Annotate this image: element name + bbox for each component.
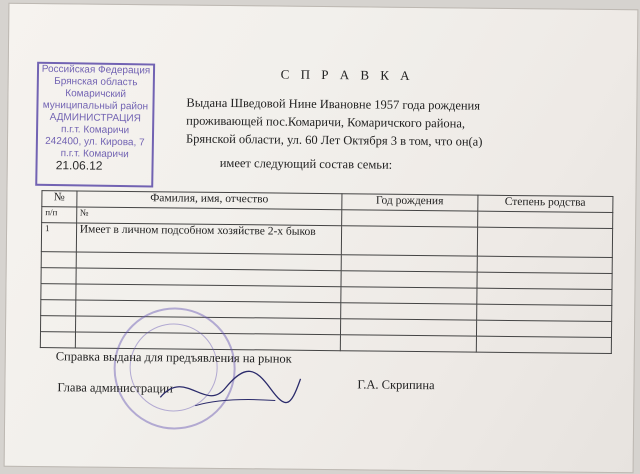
family-table bbox=[40, 190, 614, 354]
header-year: Год рождения bbox=[342, 194, 478, 211]
row-number: 1 bbox=[41, 223, 76, 252]
table-cell bbox=[342, 210, 478, 227]
document-page bbox=[4, 3, 639, 474]
header-no-label: № bbox=[53, 191, 65, 204]
body-line: проживающей пос.Комаричи, Комаричского района, bbox=[186, 113, 466, 131]
signature bbox=[155, 357, 306, 419]
head-title: Глава администрации bbox=[57, 380, 173, 396]
header-name: Фамилия, имя, отчество bbox=[76, 191, 341, 210]
stamp-line: Брянская область bbox=[54, 75, 138, 89]
table-cell bbox=[477, 211, 613, 228]
stamp-line: АДМИНИСТРАЦИЯ bbox=[49, 111, 141, 125]
stamp-line: 242400, ул. Кирова, 7 bbox=[45, 135, 145, 149]
body-line: Брянской области, ул. 60 Лет Октября 3 в том, что он(а) bbox=[185, 131, 483, 149]
head-name: Г.А. Скрипина bbox=[357, 377, 435, 393]
purpose-line: Справка выдана для предъявления на рынок bbox=[55, 349, 292, 366]
header-no-mark: № bbox=[76, 207, 341, 226]
stamp-date: 21.06.12 bbox=[55, 158, 103, 173]
document-title: С П Р А В К А bbox=[280, 66, 414, 83]
stamp-line: Российская Федерация bbox=[41, 63, 151, 77]
stamp-line: Комаричский bbox=[65, 88, 127, 101]
family-statement: имеет следующий состав семьи: bbox=[219, 155, 393, 172]
body-line: Выдана Шведовой Нине Ивановне 1957 года рождения bbox=[186, 95, 481, 113]
table-cell bbox=[477, 227, 613, 257]
stamp-line: п.г.т. Комаричи bbox=[60, 148, 129, 161]
stamp-line: муниципальный район bbox=[42, 99, 149, 113]
row-name: Имеет в личном подсобном хозяйстве 2-х быков bbox=[76, 223, 342, 255]
header-relation: Степень родства bbox=[477, 195, 613, 212]
document-body bbox=[186, 94, 507, 151]
header-no-sub: п/п bbox=[42, 207, 77, 223]
stamp-line: п.г.т. Комаричи bbox=[60, 124, 130, 137]
table-cell bbox=[341, 226, 477, 256]
header-no bbox=[42, 191, 77, 207]
